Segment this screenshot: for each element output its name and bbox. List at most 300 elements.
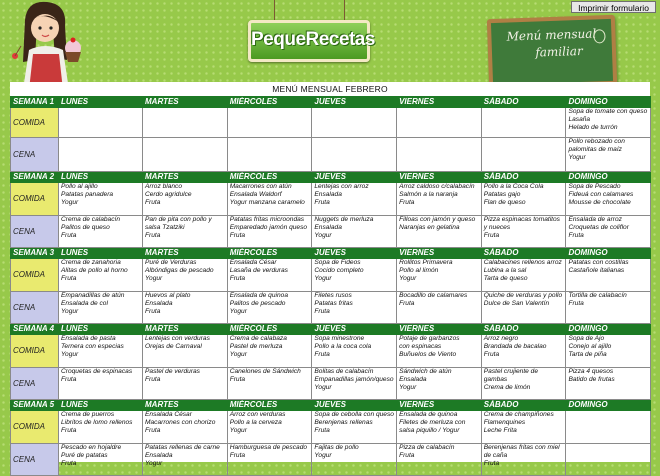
cena-label: CENA xyxy=(11,292,59,324)
comida-label: COMIDA xyxy=(11,108,59,138)
dish-text: Castañole italianas xyxy=(568,267,625,274)
logo-string-left xyxy=(274,0,275,22)
dish-text: Pollo rebozado con xyxy=(568,138,625,145)
cena-label: CENA xyxy=(11,216,59,248)
dish-text: Fruta xyxy=(229,376,246,383)
menu-cell[interactable] xyxy=(566,259,651,292)
dish-text: Crema de puerros xyxy=(61,411,115,418)
dish-text: Sopa de cebolla con queso xyxy=(314,411,394,418)
cena-row xyxy=(11,292,651,324)
dish-text: Fideuá con calamares xyxy=(568,191,634,198)
day-header: JUEVES xyxy=(312,172,397,183)
cena-label: CENA xyxy=(11,444,59,476)
menu-cell[interactable] xyxy=(312,259,397,292)
pequerecetas-logo xyxy=(240,0,378,68)
dish-text: Fruta xyxy=(61,376,77,383)
menu-cell[interactable] xyxy=(227,216,312,248)
dish-text: Fruta xyxy=(399,452,415,459)
menu-cell[interactable] xyxy=(59,108,143,138)
dish-text: Croquetas de coliflor xyxy=(568,224,629,231)
dish-text: Arroz blanco xyxy=(145,183,183,190)
day-header: MIÉRCOLES xyxy=(227,248,312,259)
dish-text: Orejas de Carnaval xyxy=(145,343,202,350)
dish-text: Albóndigas de pescado xyxy=(145,267,214,274)
dish-text: Yogur xyxy=(229,427,247,434)
dish-text: Potaje de garbanzos xyxy=(399,335,460,342)
menu-cell[interactable] xyxy=(227,108,312,138)
dish-text: Brandada de bacalao xyxy=(483,343,547,350)
day-header: MIÉRCOLES xyxy=(227,97,312,108)
dish-text: Pastel crujiente de xyxy=(483,368,538,375)
dish-text: salsa Tzatziki xyxy=(145,224,185,231)
dish-text: Ensalada César xyxy=(229,259,277,266)
dish-text: Ensalada de arroz xyxy=(568,216,622,223)
day-header: LUNES xyxy=(59,172,143,183)
dish-text: Fruta xyxy=(399,199,415,206)
day-header: MIÉRCOLES xyxy=(227,172,312,183)
dish-text: Ensalada xyxy=(314,191,342,198)
comida-label: COMIDA xyxy=(11,335,59,368)
dish-text: Mousse de chocolate xyxy=(568,199,631,206)
menu-cell[interactable] xyxy=(566,335,651,368)
dish-text: Ensalada Waldorf xyxy=(229,191,282,198)
dish-text: Buñuelos de Viento xyxy=(399,351,457,358)
comida-label: COMIDA xyxy=(11,259,59,292)
menu-cell[interactable] xyxy=(227,259,312,292)
dish-text: Croquetas de espinacas xyxy=(61,368,133,375)
menu-cell[interactable] xyxy=(481,183,566,216)
menu-cell[interactable] xyxy=(227,368,312,400)
menu-cell[interactable] xyxy=(566,216,651,248)
cena-row xyxy=(11,444,651,476)
dish-text: Ternera con especias xyxy=(61,343,124,350)
dish-text: Fruta xyxy=(145,199,161,206)
menu-cell[interactable] xyxy=(566,444,651,476)
day-header: DOMINGO xyxy=(566,400,651,411)
dish-text: Empanadillas jamón/queso xyxy=(314,376,394,383)
dish-text: Filloas con jamón y queso xyxy=(399,216,476,223)
day-header: DOMINGO xyxy=(566,172,651,183)
dish-text: Yogur xyxy=(145,460,163,467)
dish-text: Yogur xyxy=(229,308,247,315)
menu-cell[interactable] xyxy=(143,335,228,368)
menu-cell[interactable] xyxy=(481,411,566,444)
dish-text: Fruta xyxy=(145,232,161,239)
dish-text: Yogur xyxy=(145,275,163,282)
dish-text: Rollitos Primavera xyxy=(399,259,453,266)
menu-cell[interactable] xyxy=(227,138,312,172)
cena-label: CENA xyxy=(11,368,59,400)
menu-cell[interactable] xyxy=(312,292,397,324)
dish-text: Palitos de queso xyxy=(61,224,110,231)
dish-text: Patatas rellenas de carne xyxy=(145,444,220,451)
menu-cell[interactable] xyxy=(397,183,482,216)
menu-cell[interactable] xyxy=(312,411,397,444)
day-header: SÁBADO xyxy=(481,97,566,108)
menu-cell[interactable] xyxy=(397,444,482,476)
menu-cell[interactable] xyxy=(481,368,566,400)
menu-cell[interactable] xyxy=(59,292,143,324)
week-header-row xyxy=(11,248,651,259)
day-header: SÁBADO xyxy=(481,248,566,259)
dish-text: Ensalada xyxy=(399,376,427,383)
menu-cell[interactable] xyxy=(59,183,143,216)
dish-text: Lasaña xyxy=(568,116,591,123)
day-header: SÁBADO xyxy=(481,172,566,183)
menu-cell[interactable] xyxy=(143,411,228,444)
chef-illustration xyxy=(3,0,89,90)
menu-cell[interactable] xyxy=(59,368,143,400)
dish-text: Crema de calabacín xyxy=(61,216,121,223)
dish-text: Fruta xyxy=(568,300,584,307)
week-label: SEMANA 3 xyxy=(11,248,59,259)
dish-text: Patatas panadera xyxy=(61,191,114,198)
dish-text: Berenjenas fritas con miel xyxy=(483,444,560,451)
dish-text: Tarta de queso xyxy=(483,275,528,282)
menu-cell[interactable] xyxy=(227,292,312,324)
dish-text: Bocadillo de calamares xyxy=(399,292,468,299)
dish-text: Hamburguesa de pescado xyxy=(229,444,308,451)
day-header: VIERNES xyxy=(397,97,482,108)
menu-cell[interactable] xyxy=(227,335,312,368)
board-line-2: familiar xyxy=(535,43,583,60)
dish-text: Pollo a la coca cola xyxy=(314,343,372,350)
logo-text: PequeRecetas xyxy=(248,20,370,62)
dish-text: Yogur xyxy=(399,384,417,391)
print-form-button[interactable]: Imprimir formulario xyxy=(571,1,656,13)
dish-text: Pollo al limón xyxy=(399,267,439,274)
dish-text: Yogur xyxy=(61,351,79,358)
dish-text: Berenjenas rellenas xyxy=(314,419,373,426)
menu-cell[interactable] xyxy=(312,444,397,476)
sheet-title: MENÚ MENSUAL FEBRERO xyxy=(272,84,388,94)
dish-text: Fruta xyxy=(314,199,330,206)
dish-text: Sopa de tomate con queso xyxy=(568,108,648,115)
dish-text: Libritos de lomo rellenos xyxy=(61,419,133,426)
week-label: SEMANA 2 xyxy=(11,172,59,183)
dish-text: Arroz con verduras xyxy=(229,411,286,418)
dish-text: Pan de pita con pollo y xyxy=(145,216,212,223)
menu-cell[interactable] xyxy=(566,108,651,138)
day-header: VIERNES xyxy=(397,248,482,259)
dish-text: Nuggets de merluza xyxy=(314,216,374,223)
menu-cell[interactable] xyxy=(143,183,228,216)
dish-text: Sopa de Pescado xyxy=(568,183,621,190)
dish-text: Fruta xyxy=(314,427,330,434)
day-header: MIÉRCOLES xyxy=(227,324,312,335)
menu-cell[interactable] xyxy=(481,216,566,248)
dish-text: Fruta xyxy=(145,308,161,315)
menu-cell[interactable] xyxy=(397,216,482,248)
dish-text: Crema de zanahoria xyxy=(61,259,121,266)
menu-cell[interactable] xyxy=(566,368,651,400)
dish-text: Lubina a la sal xyxy=(483,267,527,274)
dish-text: Macarrones con chorizo xyxy=(145,419,216,426)
cena-label: CENA xyxy=(11,138,59,172)
menu-cell[interactable] xyxy=(59,138,143,172)
dish-text: palomitas de maíz xyxy=(568,146,622,153)
dish-text: Fruta xyxy=(314,351,330,358)
dish-text: y nueces xyxy=(483,224,511,231)
dish-text: Crema de calabaza xyxy=(229,335,287,342)
dish-text: Pizza de calabacín xyxy=(399,444,455,451)
menu-cell[interactable] xyxy=(397,335,482,368)
week-label: SEMANA 1 xyxy=(11,97,59,108)
dish-text: Yogur xyxy=(61,308,79,315)
menu-cell[interactable] xyxy=(566,411,651,444)
dish-text: Emparedado jamón queso xyxy=(229,224,308,231)
dish-text: Fruta xyxy=(229,232,246,239)
dish-text: Arroz caldoso c/calabacín xyxy=(399,183,475,190)
dish-text: Dulce de San Valentín xyxy=(483,300,550,307)
day-header: MIÉRCOLES xyxy=(227,400,312,411)
dish-text: Pastel de merluza xyxy=(229,343,283,350)
day-header: JUEVES xyxy=(312,324,397,335)
dish-text: Puré de Verduras xyxy=(145,259,197,266)
dish-text: Sopa minestrone xyxy=(314,335,365,342)
day-header: VIERNES xyxy=(397,172,482,183)
day-header: JUEVES xyxy=(312,248,397,259)
comida-row xyxy=(11,108,651,138)
comida-row xyxy=(11,335,651,368)
week-header-row xyxy=(11,97,651,108)
dish-text: Fajitas de pollo xyxy=(314,444,359,451)
day-header: VIERNES xyxy=(397,400,482,411)
day-header: SÁBADO xyxy=(481,324,566,335)
dish-text: con espinacas xyxy=(399,343,442,350)
menu-cell[interactable] xyxy=(59,259,143,292)
dish-text: Patatas con costillas xyxy=(568,259,629,266)
menu-cell[interactable] xyxy=(312,216,397,248)
menu-cell[interactable] xyxy=(397,108,482,138)
dish-text: Fruta xyxy=(61,275,77,282)
comida-row xyxy=(11,259,651,292)
dish-text: Quiche de verduras y pollo xyxy=(483,292,563,299)
dish-text: Patatas fritas microondas xyxy=(229,216,305,223)
cena-row xyxy=(11,368,651,400)
dish-text: Yogur xyxy=(314,232,332,239)
menu-cell[interactable] xyxy=(397,411,482,444)
day-header: LUNES xyxy=(59,400,143,411)
comida-row xyxy=(11,183,651,216)
dish-text: Fruta xyxy=(314,308,330,315)
dish-text: Pollo a la cerveza xyxy=(229,419,282,426)
dish-text: Fruta xyxy=(483,460,500,467)
dish-text: gambas xyxy=(483,376,508,383)
dish-text: Ensalada de pasta xyxy=(61,335,116,342)
dish-text: Sándwich de atún xyxy=(399,368,452,375)
dish-text: Flamenquines xyxy=(483,419,526,426)
day-header: LUNES xyxy=(59,248,143,259)
day-header: LUNES xyxy=(59,324,143,335)
board-line-1: Menú mensual xyxy=(506,26,597,44)
dish-text: Yogur xyxy=(399,275,417,282)
menu-cell[interactable] xyxy=(59,335,143,368)
menu-cell[interactable] xyxy=(481,292,566,324)
dish-text: Fruta xyxy=(399,300,415,307)
comida-row xyxy=(11,411,651,444)
menu-cell[interactable] xyxy=(143,216,228,248)
dish-text: Alitas de pollo al horno xyxy=(61,267,128,274)
dish-text: Patatas gajo xyxy=(483,191,521,198)
dish-text: Pastel de verduras xyxy=(145,368,200,375)
dish-text: Macarrones con atún xyxy=(229,183,292,190)
menu-cell[interactable] xyxy=(59,411,143,444)
menu-cell[interactable] xyxy=(227,411,312,444)
dish-text: Tarta de piña xyxy=(568,351,607,358)
menu-sheet xyxy=(10,82,650,467)
dish-text: Ensalada xyxy=(314,224,342,231)
dish-text: Crema de champiñones xyxy=(483,411,554,418)
day-header: LUNES xyxy=(59,97,143,108)
dish-text: Flan de queso xyxy=(483,199,526,206)
dish-text: Pescado en hojaldre xyxy=(61,444,122,451)
day-header: DOMINGO xyxy=(566,248,651,259)
menu-cell[interactable] xyxy=(481,108,566,138)
menu-cell[interactable] xyxy=(566,183,651,216)
menu-cell[interactable] xyxy=(481,259,566,292)
dish-text: Yogur xyxy=(568,154,586,161)
menu-cell[interactable] xyxy=(143,138,228,172)
dish-text: Lentejas con arroz xyxy=(314,183,369,190)
menu-cell[interactable] xyxy=(312,138,397,172)
dish-text: Yogur manzana caramelo xyxy=(229,199,305,206)
dish-text: Batido de frutas xyxy=(568,376,615,383)
menu-cell[interactable] xyxy=(143,444,228,476)
dish-text: Fruta xyxy=(145,427,161,434)
dish-text: Ensalada César xyxy=(145,411,192,418)
dish-text: Sopa de Ajo xyxy=(568,335,605,342)
dish-text: Arroz negro xyxy=(483,335,519,342)
comida-label: COMIDA xyxy=(11,183,59,216)
day-header: JUEVES xyxy=(312,97,397,108)
menu-cell[interactable] xyxy=(397,292,482,324)
dish-text: Cocido completo xyxy=(314,267,364,274)
menu-cell[interactable] xyxy=(143,108,228,138)
dish-text: Tortilla de calabacín xyxy=(568,292,627,299)
dish-text: Puré de patatas xyxy=(61,452,108,459)
day-header: VIERNES xyxy=(397,324,482,335)
dish-text: Pollo a la Coca Cola xyxy=(483,183,544,190)
dish-text: Lasaña de verduras xyxy=(229,267,288,274)
cena-row xyxy=(11,138,651,172)
menu-cell[interactable] xyxy=(312,183,397,216)
menu-cell[interactable] xyxy=(143,292,228,324)
logo-string-right xyxy=(344,0,345,22)
dish-text: Ensalada de quinoa xyxy=(399,411,458,418)
menu-cell[interactable] xyxy=(481,335,566,368)
week-header-row xyxy=(11,324,651,335)
menu-cell[interactable] xyxy=(312,335,397,368)
day-header: MARTES xyxy=(143,172,228,183)
dish-text: Calabacines rellenos arroz xyxy=(483,259,562,266)
menu-cell[interactable] xyxy=(397,259,482,292)
menu-cell[interactable] xyxy=(481,138,566,172)
dish-text: Fruta xyxy=(145,376,161,383)
day-header: JUEVES xyxy=(312,400,397,411)
menu-cell[interactable] xyxy=(397,368,482,400)
menu-cell[interactable] xyxy=(312,108,397,138)
day-header: MARTES xyxy=(143,400,228,411)
comida-label: COMIDA xyxy=(11,411,59,444)
dish-text: Fruta xyxy=(568,232,584,239)
dish-text: Pollo al ajillo xyxy=(61,183,98,190)
dish-text: Lentejas con verduras xyxy=(145,335,210,342)
day-header: MARTES xyxy=(143,324,228,335)
dish-text: Ensalada de quinoa xyxy=(229,292,288,299)
dish-text: salsa piquillo / Yogur xyxy=(399,427,460,434)
dish-text: Helado de turrón xyxy=(568,124,618,131)
dish-text: Naranjas en gelatina xyxy=(399,224,460,231)
menu-cell[interactable] xyxy=(397,138,482,172)
dish-text: Yogur xyxy=(229,351,247,358)
dish-text: Yogur xyxy=(61,199,79,206)
dish-text: Fruta xyxy=(483,232,500,239)
day-header: MARTES xyxy=(143,97,228,108)
dish-text: Palitos de pescado xyxy=(229,300,286,307)
week-header-row xyxy=(11,172,651,183)
week-header-row xyxy=(11,400,651,411)
menu-cell[interactable] xyxy=(566,292,651,324)
dish-text: Fruta xyxy=(483,351,500,358)
menu-cell[interactable] xyxy=(227,183,312,216)
menu-cell[interactable] xyxy=(143,259,228,292)
dish-text: Bolitas de calabacín xyxy=(314,368,374,375)
dish-text: Salmón a la naranja xyxy=(399,191,458,198)
dish-text: Cerdo agridulce xyxy=(145,191,192,198)
dish-text: Yogur xyxy=(314,384,332,391)
menu-cell[interactable] xyxy=(143,368,228,400)
dish-text: Patatas fritas xyxy=(314,300,353,307)
day-header: SÁBADO xyxy=(481,400,566,411)
dish-text: Empanadillas de atún xyxy=(61,292,125,299)
menu-cell[interactable] xyxy=(312,368,397,400)
dish-text: Canelones de Sándwich xyxy=(229,368,301,375)
dish-text: Ensalada xyxy=(145,300,173,307)
day-header: DOMINGO xyxy=(566,97,651,108)
dish-text: Sopa de Fideos xyxy=(314,259,361,266)
dish-text: Filetes rusos xyxy=(314,292,352,299)
week-label: SEMANA 4 xyxy=(11,324,59,335)
dish-text: de caña xyxy=(483,452,508,459)
dish-text: Ensalada xyxy=(145,452,173,459)
dish-text: Pizza espinacas tomatitos xyxy=(483,216,560,223)
menu-cell[interactable] xyxy=(227,444,312,476)
day-header: DOMINGO xyxy=(566,324,651,335)
menu-cell[interactable] xyxy=(481,444,566,476)
dish-text: Filetes de merluza con xyxy=(399,419,466,426)
menu-cell[interactable] xyxy=(59,216,143,248)
menu-table xyxy=(10,96,651,476)
menu-cell[interactable] xyxy=(566,138,651,172)
dish-text: Leche Frita xyxy=(483,427,517,434)
dish-text: Huevos al plato xyxy=(145,292,191,299)
menu-chalkboard-sign xyxy=(487,15,617,89)
dish-text: Fruta xyxy=(229,275,246,282)
cena-row xyxy=(11,216,651,248)
dish-text: Fruta xyxy=(61,427,77,434)
dish-text: Crema de limón xyxy=(483,384,531,391)
dish-text: Fruta xyxy=(61,460,77,467)
dish-text: Pizza 4 quesos xyxy=(568,368,614,375)
dish-text: Ensalada de col xyxy=(61,300,108,307)
menu-cell[interactable] xyxy=(59,444,143,476)
dish-text: Conejo al ajillo xyxy=(568,343,612,350)
dish-text: Fruta xyxy=(61,232,77,239)
day-header: MARTES xyxy=(143,248,228,259)
dish-text: Fruta xyxy=(229,452,246,459)
week-label: SEMANA 5 xyxy=(11,400,59,411)
